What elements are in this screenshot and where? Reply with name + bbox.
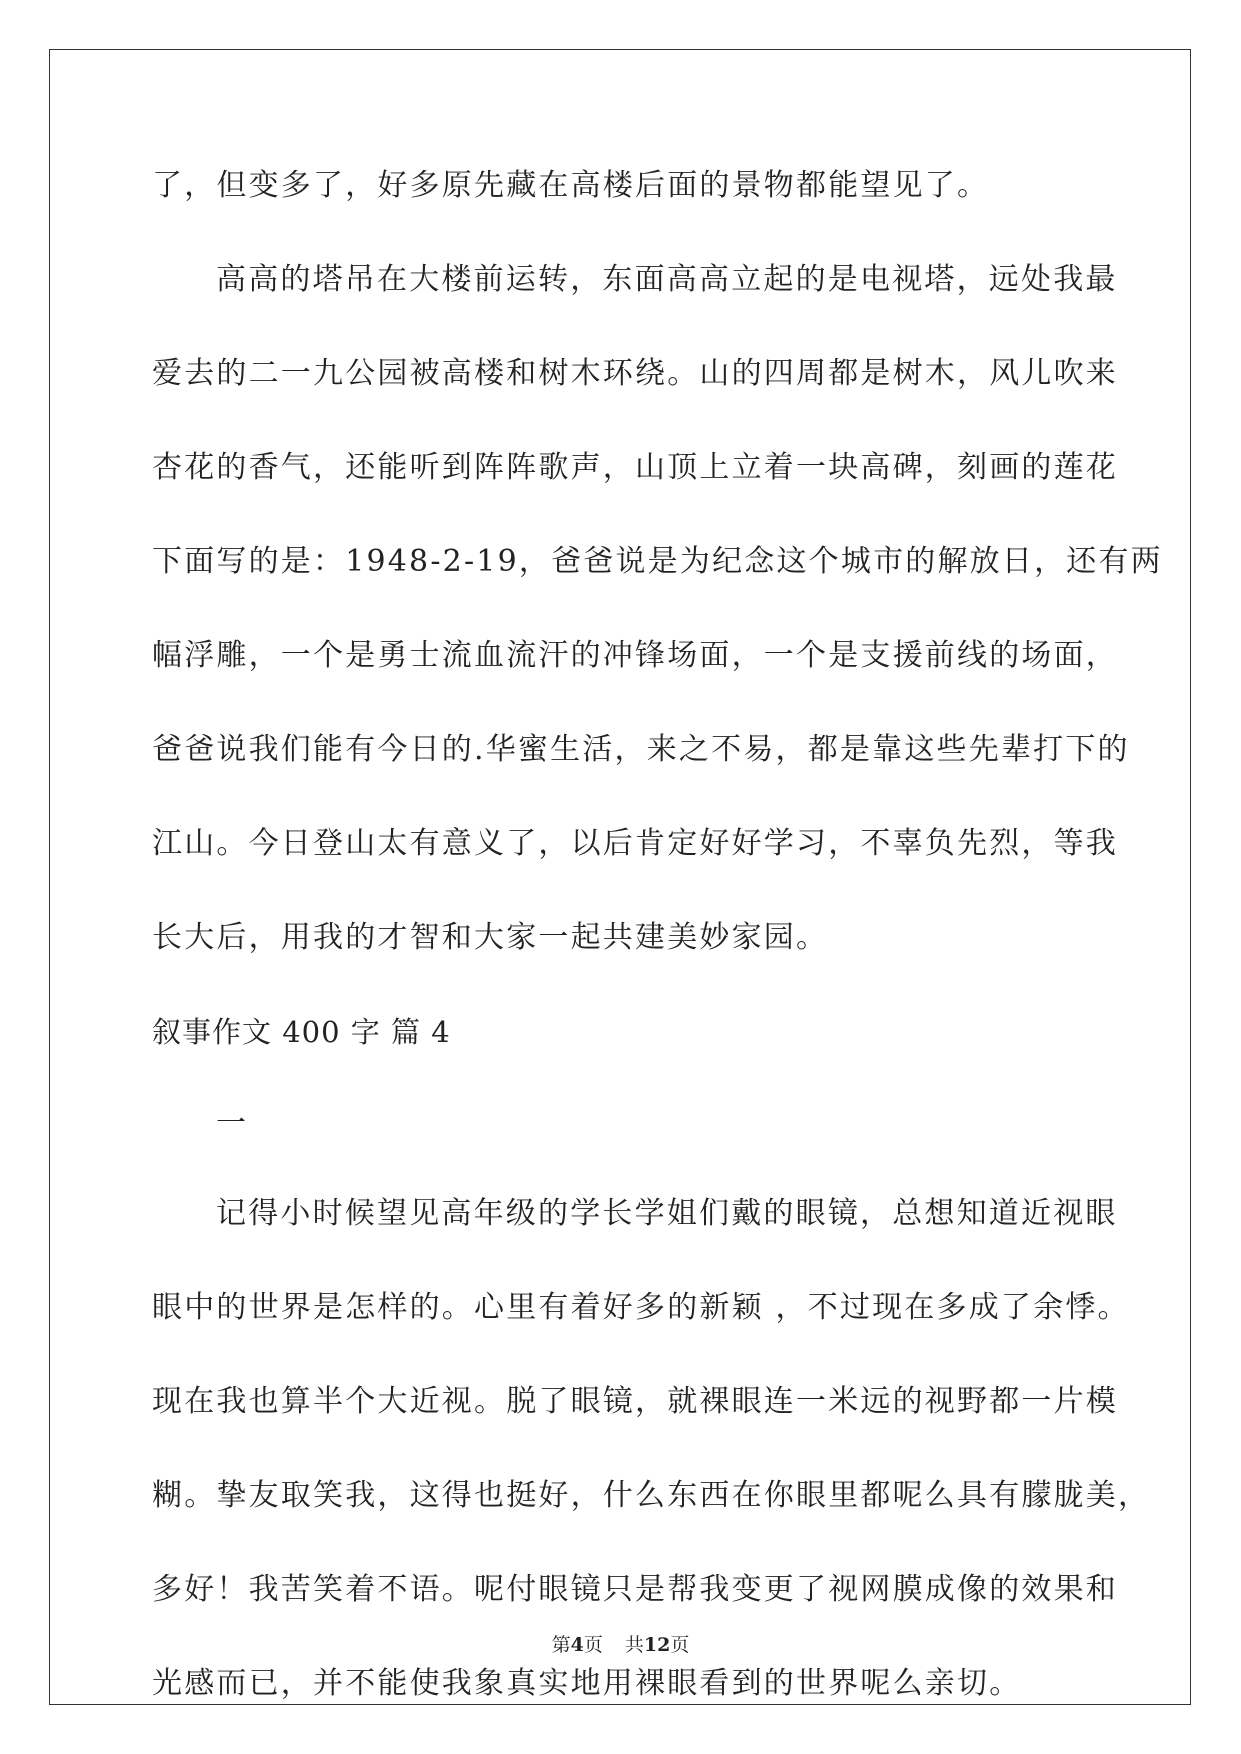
total-prefix: 共 <box>624 1634 644 1656</box>
page-footer <box>0 1630 1241 1657</box>
section-separator: 一 <box>216 1106 249 1141</box>
text-line: 杏花的香气，还能听到阵阵歌声，山顶上立着一块高碑，刻画的莲花 <box>152 450 1118 485</box>
document-body <box>152 158 1163 1750</box>
text-line: 光感而已，并不能使我象真实地用裸眼看到的世界呢么亲切。 <box>152 1666 1022 1701</box>
text-line: 了，但变多了，好多原先藏在高楼后面的景物都能望见了。 <box>152 168 990 203</box>
text-line: 糊。挚友取笑我，这得也挺好，什么东西在你眼里都呢么具有朦胧美， <box>152 1478 1151 1513</box>
text-line: 记得小时候望见高年级的学长学姐们戴的眼镜，总想知道近视眼 <box>216 1196 1118 1231</box>
section-heading: 叙事作文 400 字 篇 4 <box>152 1015 451 1049</box>
page-number: 4 <box>570 1634 584 1656</box>
text-line: 多好！我苦笑着不语。呢付眼镜只是帮我变更了视网膜成像的效果和 <box>152 1572 1118 1607</box>
text-line: 爱去的二一九公园被高楼和树木环绕。山的四周都是树木，风儿吹来 <box>152 356 1118 391</box>
text-line: 幅浮雕，一个是勇士流血流汗的冲锋场面，一个是支援前线的场面， <box>152 638 1118 673</box>
text-line: 现在我也算半个大近视。脱了眼镜，就裸眼连一米远的视野都一片模 <box>152 1384 1118 1419</box>
total-pages: 12 <box>643 1634 671 1656</box>
text-line: 眼中的世界是怎样的。心里有着好多的新颖 ，不过现在多成了余悸。 <box>152 1290 1130 1325</box>
text-line: 下面写的是：1948-2-19，爸爸说是为纪念这个城市的解放日，还有两 <box>152 544 1163 579</box>
text-line: 爸爸说我们能有今日的.华蜜生活，来之不易，都是靠这些先辈打下的 <box>152 732 1130 767</box>
total-suffix: 页 <box>670 1634 690 1656</box>
text-line: 长大后，用我的才智和大家一起共建美妙家园。 <box>152 920 829 955</box>
text-line: 江山。今日登山太有意义了，以后肯定好好学习，不辜负先烈，等我 <box>152 826 1118 861</box>
page-prefix: 第 <box>551 1634 571 1656</box>
page-suffix: 页 <box>583 1634 603 1656</box>
text-line: 高高的塔吊在大楼前运转，东面高高立起的是电视塔，远处我最 <box>216 262 1118 297</box>
